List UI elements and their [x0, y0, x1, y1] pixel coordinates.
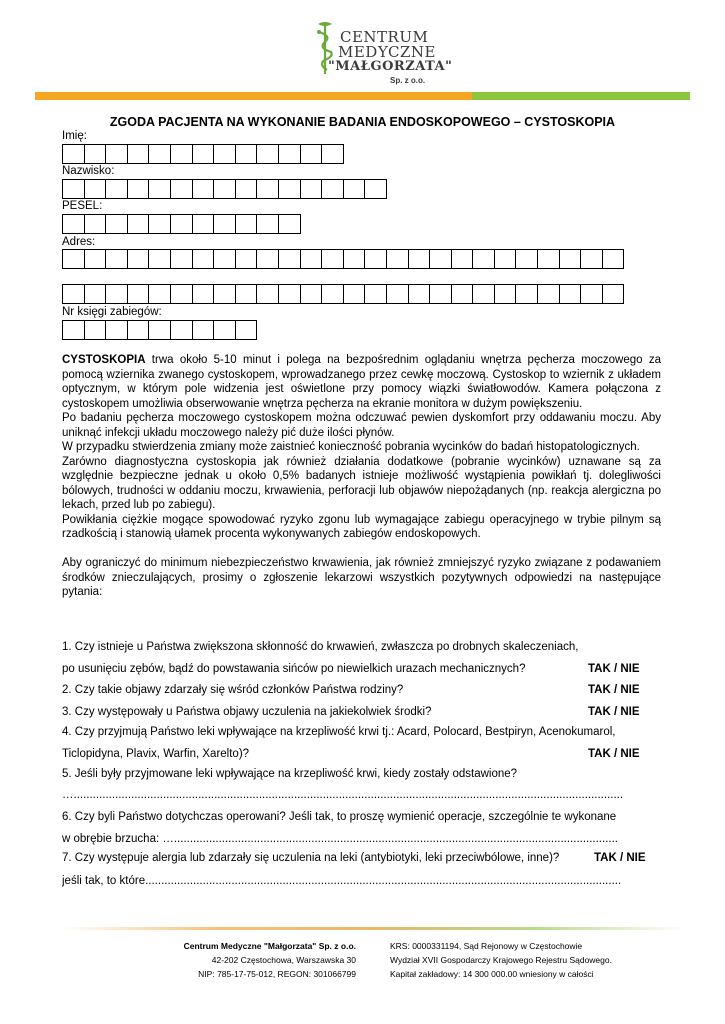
- char-box[interactable]: [127, 144, 150, 164]
- char-box[interactable]: [192, 284, 215, 304]
- header-bar-green: [472, 92, 690, 100]
- char-box[interactable]: [602, 249, 625, 269]
- footer-kapital: Kapitał zakładowy: 14 300 000.00 wniesiony w całości: [390, 969, 594, 979]
- paragraph-3: W przypadku stwierdzenia zmiany może zaistnieć konieczność pobrania wycinków do badań histopatologicznych.: [62, 441, 640, 453]
- char-box[interactable]: [105, 249, 128, 269]
- logo-text-medyczne: MEDYCZNE: [338, 43, 436, 61]
- char-box[interactable]: [127, 284, 150, 304]
- char-box[interactable]: [127, 320, 150, 340]
- char-box[interactable]: [256, 214, 279, 234]
- char-box[interactable]: [235, 214, 258, 234]
- char-box[interactable]: [84, 284, 107, 304]
- char-box[interactable]: [364, 249, 387, 269]
- char-box[interactable]: [321, 249, 344, 269]
- char-box[interactable]: [235, 179, 258, 199]
- char-box[interactable]: [148, 320, 171, 340]
- footer-divider: [60, 927, 687, 930]
- question-7-line2[interactable]: jeśli tak, to które.....................................................................................................................................................: [62, 875, 622, 887]
- char-box[interactable]: [62, 320, 85, 340]
- char-box[interactable]: [429, 249, 452, 269]
- answer-4-tak-nie[interactable]: TAK / NIE: [588, 748, 640, 760]
- char-box[interactable]: [170, 214, 193, 234]
- answer-1-tak-nie[interactable]: TAK / NIE: [588, 663, 640, 675]
- char-box[interactable]: [278, 284, 301, 304]
- char-box[interactable]: [256, 284, 279, 304]
- char-box[interactable]: [451, 249, 474, 269]
- question-2: 2. Czy takie objawy zdarzały się wśród członków Państwa rodziny?: [62, 684, 404, 696]
- char-box[interactable]: [192, 214, 215, 234]
- cystoskopia-term: CYSTOSKOPIA: [62, 354, 146, 366]
- char-box[interactable]: [127, 179, 150, 199]
- char-box[interactable]: [170, 284, 193, 304]
- char-box[interactable]: [62, 179, 85, 199]
- char-box[interactable]: [515, 249, 538, 269]
- answer-2-tak-nie[interactable]: TAK / NIE: [588, 684, 640, 696]
- char-box[interactable]: [451, 284, 474, 304]
- question-1-line1: 1. Czy istnieje u Państwa zwiększona skłonność do krwawień, zwłaszcza po drobnych skaleczeniach,: [62, 641, 579, 653]
- char-box[interactable]: [192, 144, 215, 164]
- char-box[interactable]: [343, 179, 366, 199]
- char-box[interactable]: [235, 144, 258, 164]
- adres-label: Adres:: [62, 236, 96, 248]
- char-box[interactable]: [170, 144, 193, 164]
- char-box[interactable]: [386, 284, 409, 304]
- char-box[interactable]: [213, 179, 236, 199]
- char-box[interactable]: [148, 214, 171, 234]
- char-box[interactable]: [256, 249, 279, 269]
- question-6-line2[interactable]: w obrębie brzucha: …...........................................................................................................................................: [62, 833, 618, 845]
- char-box[interactable]: [300, 179, 323, 199]
- question-7-line1: 7. Czy występuje alergia lub zdarzały się uczulenia na leki (antybiotyki, leki przeciwbólowe, inne)?: [62, 852, 560, 864]
- char-box[interactable]: [472, 249, 495, 269]
- char-box[interactable]: [494, 249, 517, 269]
- paragraph-4: Zarówno diagnostyczna cystoskopia jak również działania dodatkowe (pobranie wycinków) uznawane są za względnie bezpieczne jednak u około 0,5% badanych istnieje możliwość wystąpienia powikłań tj. dolegliwości bólowych, trudności w oddaniu moczu, krwawienia, perforacji lub objawów niepożądanych (np. reakcja alergiczna po lekach, przed lub po zabiegu).: [62, 455, 661, 511]
- nazwisko-field[interactable]: [62, 179, 386, 199]
- logo-text-sp: Sp. z o.o.: [390, 76, 426, 85]
- paragraph-2: Po badaniu pęcherza moczowego cystoskopem można odczuwać pewien dyskomfort przy oddawaniu moczu. Aby uniknąć infekcji układu moczowego należy pić duże ilości płynów.: [62, 412, 661, 439]
- char-box[interactable]: [321, 144, 344, 164]
- char-box[interactable]: [235, 320, 258, 340]
- char-box[interactable]: [256, 179, 279, 199]
- pesel-field[interactable]: [62, 214, 300, 234]
- char-box[interactable]: [235, 249, 258, 269]
- char-box[interactable]: [62, 284, 85, 304]
- footer-wydzial: Wydział XVII Gospodarczy Krajowego Rejestru Sądowego.: [390, 955, 612, 965]
- char-box[interactable]: [278, 249, 301, 269]
- char-box[interactable]: [84, 214, 107, 234]
- answer-7-tak-nie[interactable]: TAK / NIE: [594, 852, 646, 864]
- char-box[interactable]: [278, 214, 301, 234]
- imie-label: Imię:: [62, 130, 87, 142]
- char-box[interactable]: [148, 249, 171, 269]
- nr-ksiegi-label: Nr księgi zabiegów:: [62, 306, 162, 318]
- header-bar-orange: [35, 92, 472, 100]
- char-box[interactable]: [321, 179, 344, 199]
- char-box[interactable]: [105, 214, 128, 234]
- answer-5-line[interactable]: …............................................................................................................................................................................: [62, 789, 624, 801]
- footer-krs: KRS: 0000331194, Sąd Rejonowy w Częstochowie: [390, 941, 583, 951]
- answer-3-tak-nie[interactable]: TAK / NIE: [588, 706, 640, 718]
- char-box[interactable]: [84, 179, 107, 199]
- char-box[interactable]: [321, 284, 344, 304]
- logo-text-malgorzata: "MAŁGORZATA": [328, 59, 453, 74]
- document-title: ZGODA PACJENTA NA WYKONANIE BADANIA ENDOSKOPOWEGO – CYSTOSKOPIA: [109, 115, 616, 129]
- pesel-label: PESEL:: [62, 200, 103, 212]
- char-box[interactable]: [580, 284, 603, 304]
- char-box[interactable]: [300, 284, 323, 304]
- char-box[interactable]: [408, 249, 431, 269]
- char-box[interactable]: [429, 284, 452, 304]
- char-box[interactable]: [300, 249, 323, 269]
- company-logo: [312, 18, 462, 90]
- char-box[interactable]: [602, 284, 625, 304]
- imie-field[interactable]: [62, 144, 343, 164]
- char-box[interactable]: [364, 284, 387, 304]
- char-box[interactable]: [559, 284, 582, 304]
- char-box[interactable]: [105, 284, 128, 304]
- char-box[interactable]: [84, 320, 107, 340]
- char-box[interactable]: [537, 249, 560, 269]
- adres-field-line1[interactable]: [62, 249, 623, 269]
- char-box[interactable]: [127, 249, 150, 269]
- question-6-line1: 6. Czy byli Państwo dotychczas operowani? Jeśli tak, to proszę wymienić operacje, szczególnie te wykonane: [62, 811, 617, 823]
- char-box[interactable]: [235, 284, 258, 304]
- paragraph-5: Powikłania ciężkie mogące spowodować ryzyko zgonu lub wymagające zabiegu operacyjnego w trybie pilnym są rzadkością i stanowią ułamek procenta wykonywanych zabiegów endoskopowych.: [62, 513, 661, 540]
- char-box[interactable]: [148, 144, 171, 164]
- question-4-line1: 4. Czy przyjmują Państwo leki wpływające na krzepliwość krwi tj.: Acard, Polocard, Bestpiryn, Acenokumarol,: [62, 726, 616, 738]
- char-box[interactable]: [537, 284, 560, 304]
- char-box[interactable]: [278, 144, 301, 164]
- char-box[interactable]: [105, 144, 128, 164]
- char-box[interactable]: [148, 284, 171, 304]
- footer-nip-regon: NIP: 785-17-75-012, REGON: 301066799: [198, 969, 356, 979]
- char-box[interactable]: [62, 249, 85, 269]
- char-box[interactable]: [494, 284, 517, 304]
- char-box[interactable]: [105, 179, 128, 199]
- char-box[interactable]: [278, 179, 301, 199]
- char-box[interactable]: [62, 214, 85, 234]
- paragraph-1: CYSTOSKOPIA trwa około 5-10 minut i polega na bezpośrednim oglądaniu wnętrza pęcherza moczowego za pomocą wziernika zwanego cystoskopem, wprowadzanego przez cewkę moczową. Cystoskop to wziernik z układem optycznym, w którym pole widzenia jest oświetlone przy pomocy wiązki światłowodów. Kamera połączona z cystoskopem umożliwia obserwowanie wnętrza pęcherza na ekranie monitora w dużym powiększeniu.: [62, 354, 661, 410]
- footer-address: 42-202 Częstochowa, Warszawska 30: [211, 955, 356, 965]
- char-box[interactable]: [213, 284, 236, 304]
- footer-company-name: Centrum Medyczne "Małgorzata" Sp. z o.o.: [183, 941, 356, 951]
- nazwisko-label: Nazwisko:: [62, 165, 115, 177]
- char-box[interactable]: [300, 144, 323, 164]
- paragraph-6: Aby ograniczyć do minimum niebezpieczeństwo krwawienia, jak również zmniejszyć ryzyko związane z podawaniem środków znieczulających, prosimy o zgłoszenie lekarzowi wszystkich pozytywnych odpowiedzi na następujące pytania:: [62, 557, 661, 598]
- char-box[interactable]: [148, 179, 171, 199]
- char-box[interactable]: [62, 144, 85, 164]
- char-box[interactable]: [192, 179, 215, 199]
- question-1-line2: po usunięciu zębów, bądź do powstawania sińców po niewielkich urazach mechanicznych?: [62, 663, 526, 675]
- char-box[interactable]: [408, 284, 431, 304]
- logo-text-centrum: CENTRUM: [340, 28, 429, 46]
- char-box[interactable]: [472, 284, 495, 304]
- char-box[interactable]: [84, 249, 107, 269]
- char-box[interactable]: [84, 144, 107, 164]
- char-box[interactable]: [386, 249, 409, 269]
- char-box[interactable]: [213, 320, 236, 340]
- char-box[interactable]: [213, 144, 236, 164]
- char-box[interactable]: [170, 179, 193, 199]
- char-box[interactable]: [213, 214, 236, 234]
- char-box[interactable]: [580, 249, 603, 269]
- char-box[interactable]: [515, 284, 538, 304]
- char-box[interactable]: [192, 320, 215, 340]
- char-box[interactable]: [256, 144, 279, 164]
- char-box[interactable]: [343, 249, 366, 269]
- char-box[interactable]: [364, 179, 387, 199]
- char-box[interactable]: [170, 249, 193, 269]
- char-box[interactable]: [213, 249, 236, 269]
- adres-field-line2[interactable]: [62, 284, 623, 304]
- question-5: 5. Jeśli były przyjmowane leki wpływające na krzepliwość krwi, kiedy zostały odstawione?: [62, 768, 518, 780]
- procedure-description: [62, 353, 661, 600]
- char-box[interactable]: [127, 214, 150, 234]
- char-box[interactable]: [105, 320, 128, 340]
- nr-ksiegi-field[interactable]: [62, 320, 256, 340]
- char-box[interactable]: [192, 249, 215, 269]
- char-box[interactable]: [559, 249, 582, 269]
- char-box[interactable]: [343, 284, 366, 304]
- question-4-line2: Ticlopidyna, Plavix, Warfin, Xarelto)?: [62, 748, 250, 760]
- char-box[interactable]: [170, 320, 193, 340]
- question-3: 3. Czy występowały u Państwa objawy uczulenia na jakiekolwiek środki?: [62, 706, 432, 718]
